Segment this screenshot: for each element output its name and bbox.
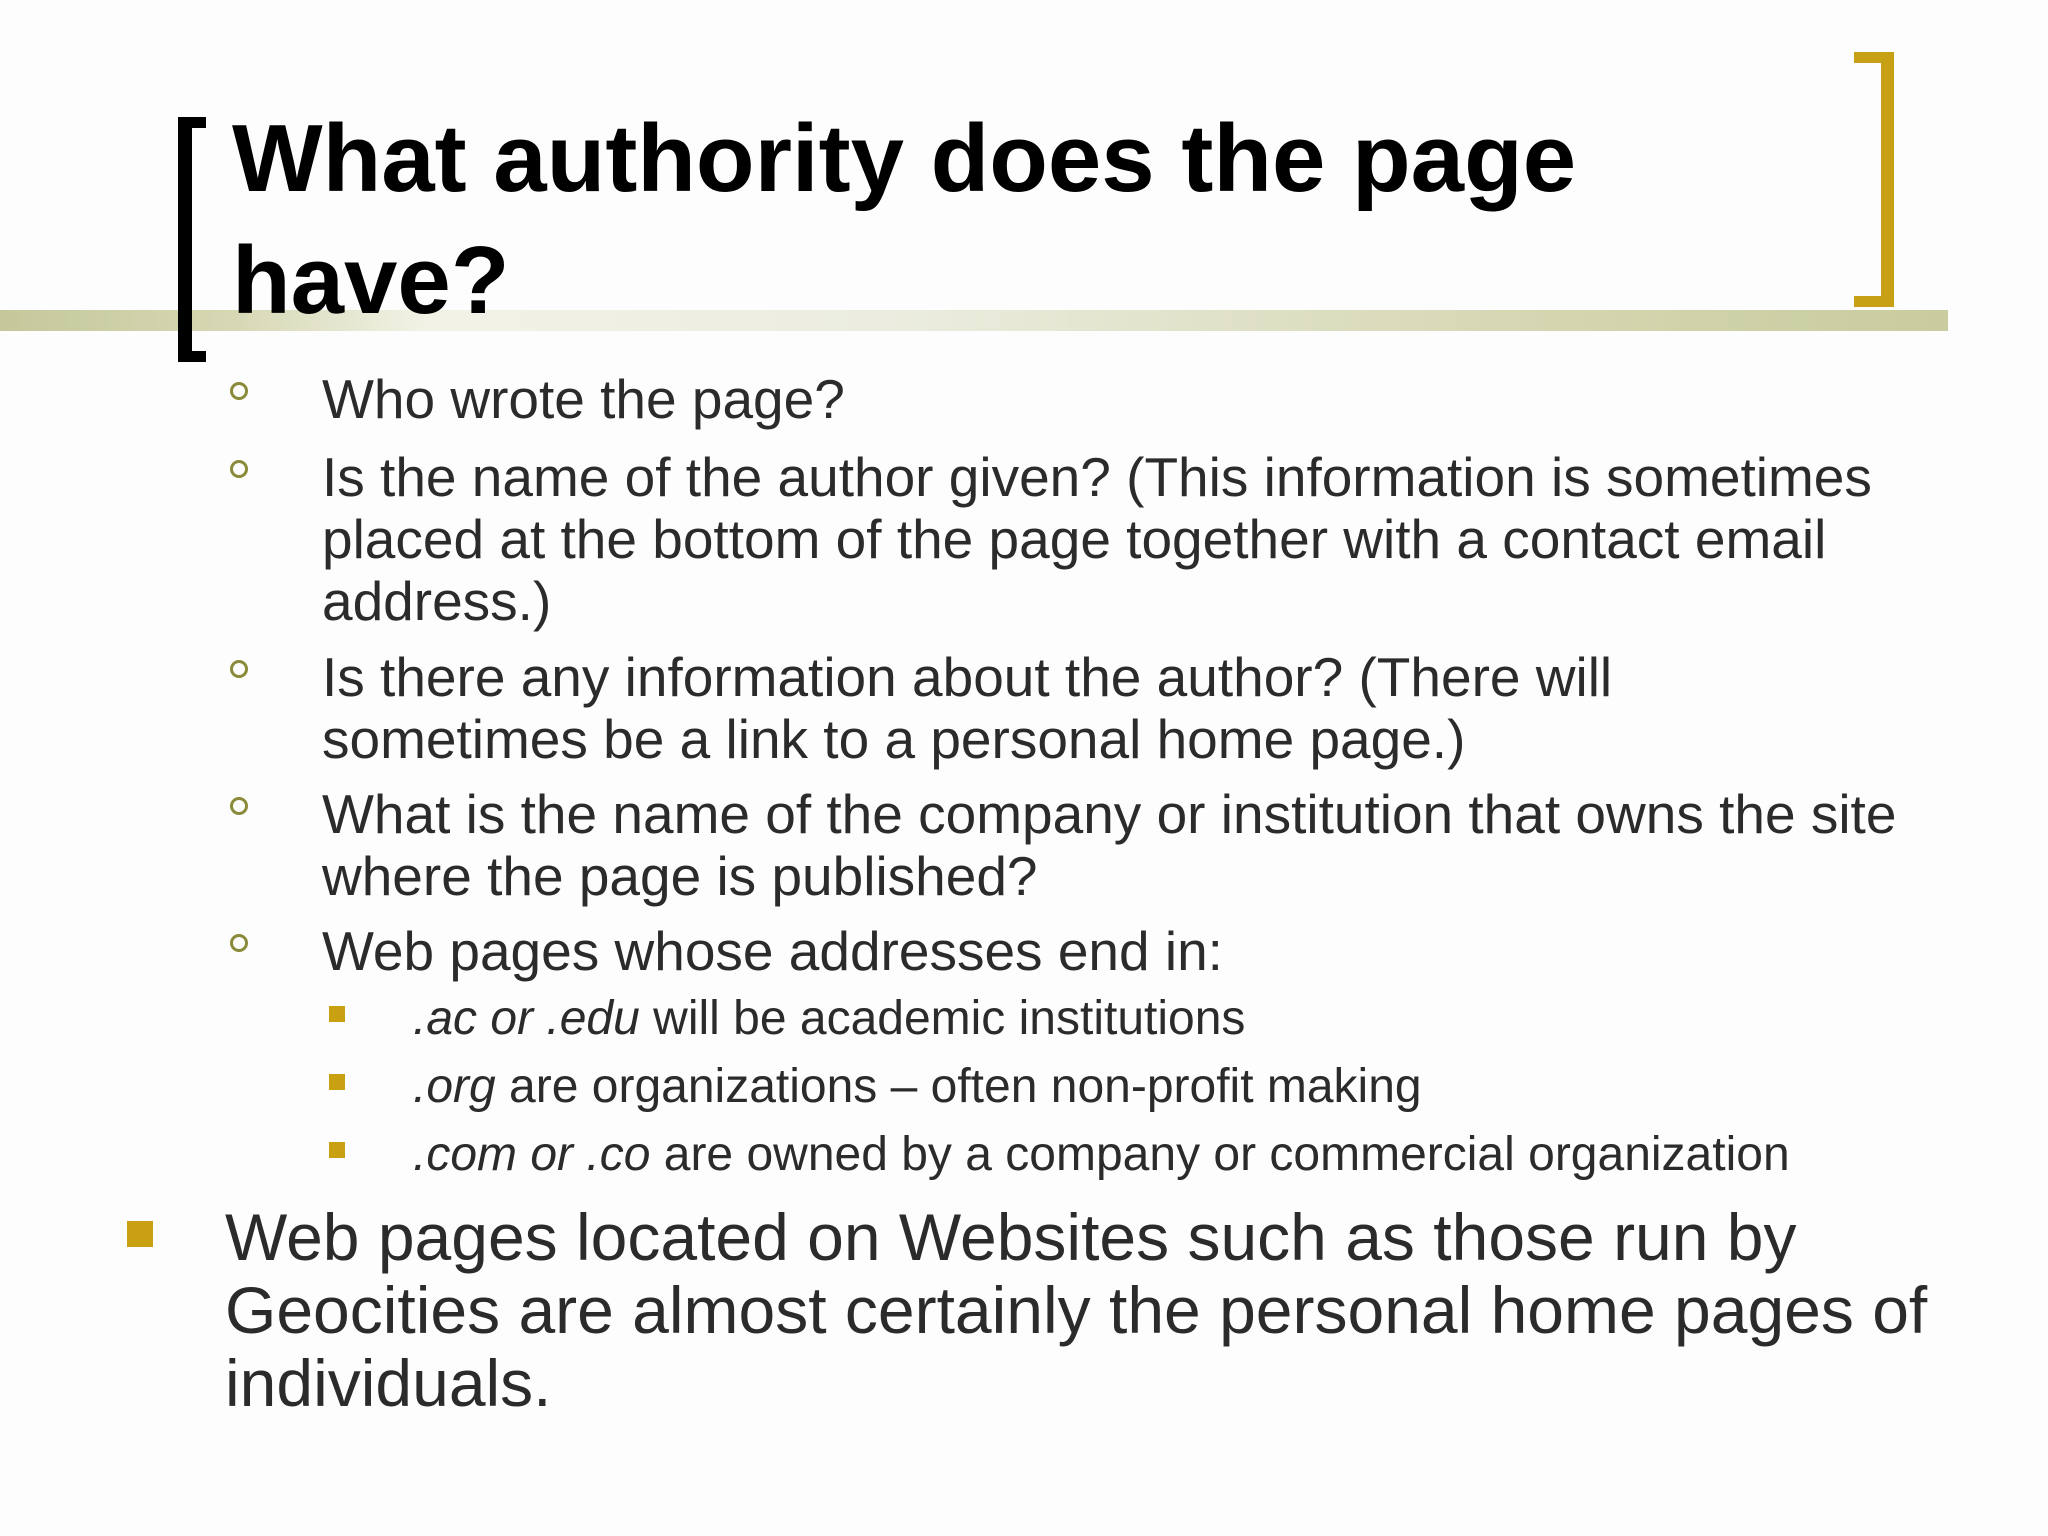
domain-item <box>413 1059 1422 1115</box>
domain-item <box>413 991 1245 1047</box>
hollow-circle-icon <box>230 797 248 815</box>
left-bracket-decoration <box>178 117 206 362</box>
hollow-circle-icon <box>230 460 248 478</box>
slide-title: What authority does the page have? <box>232 105 1577 334</box>
domain-extension: .org <box>413 1060 496 1113</box>
domain-description: are owned by a company or commercial organization <box>650 1128 1790 1181</box>
question-item: Is the name of the author given? (This information is sometimes placed at the bottom of the page together with a contact email address.) <box>322 446 1872 632</box>
domain-extension: .com or .co <box>413 1128 651 1181</box>
square-bullet-icon <box>329 1074 345 1090</box>
question-item: What is the name of the company or institution that owns the site where the page is published? <box>322 783 1897 907</box>
hollow-circle-icon <box>230 382 248 400</box>
square-bullet-icon <box>127 1221 153 1247</box>
question-item: Web pages whose addresses end in: <box>322 920 1223 982</box>
question-item: Who wrote the page? <box>322 368 845 430</box>
hollow-circle-icon <box>230 660 248 678</box>
note-item: Web pages located on Websites such as those run by Geocities are almost certainly the personal home pages of individuals. <box>225 1200 1928 1420</box>
right-bracket-decoration <box>1854 52 1894 307</box>
domain-description: will be academic institutions <box>639 992 1246 1045</box>
square-bullet-icon <box>329 1006 345 1022</box>
square-bullet-icon <box>329 1142 345 1158</box>
hollow-circle-icon <box>230 934 248 952</box>
question-item: Is there any information about the author? (There will sometimes be a link to a personal home page.) <box>322 646 1613 770</box>
domain-description: are organizations – often non-profit making <box>495 1060 1422 1113</box>
domain-extension: .ac or .edu <box>413 992 640 1045</box>
domain-item <box>413 1127 1790 1183</box>
